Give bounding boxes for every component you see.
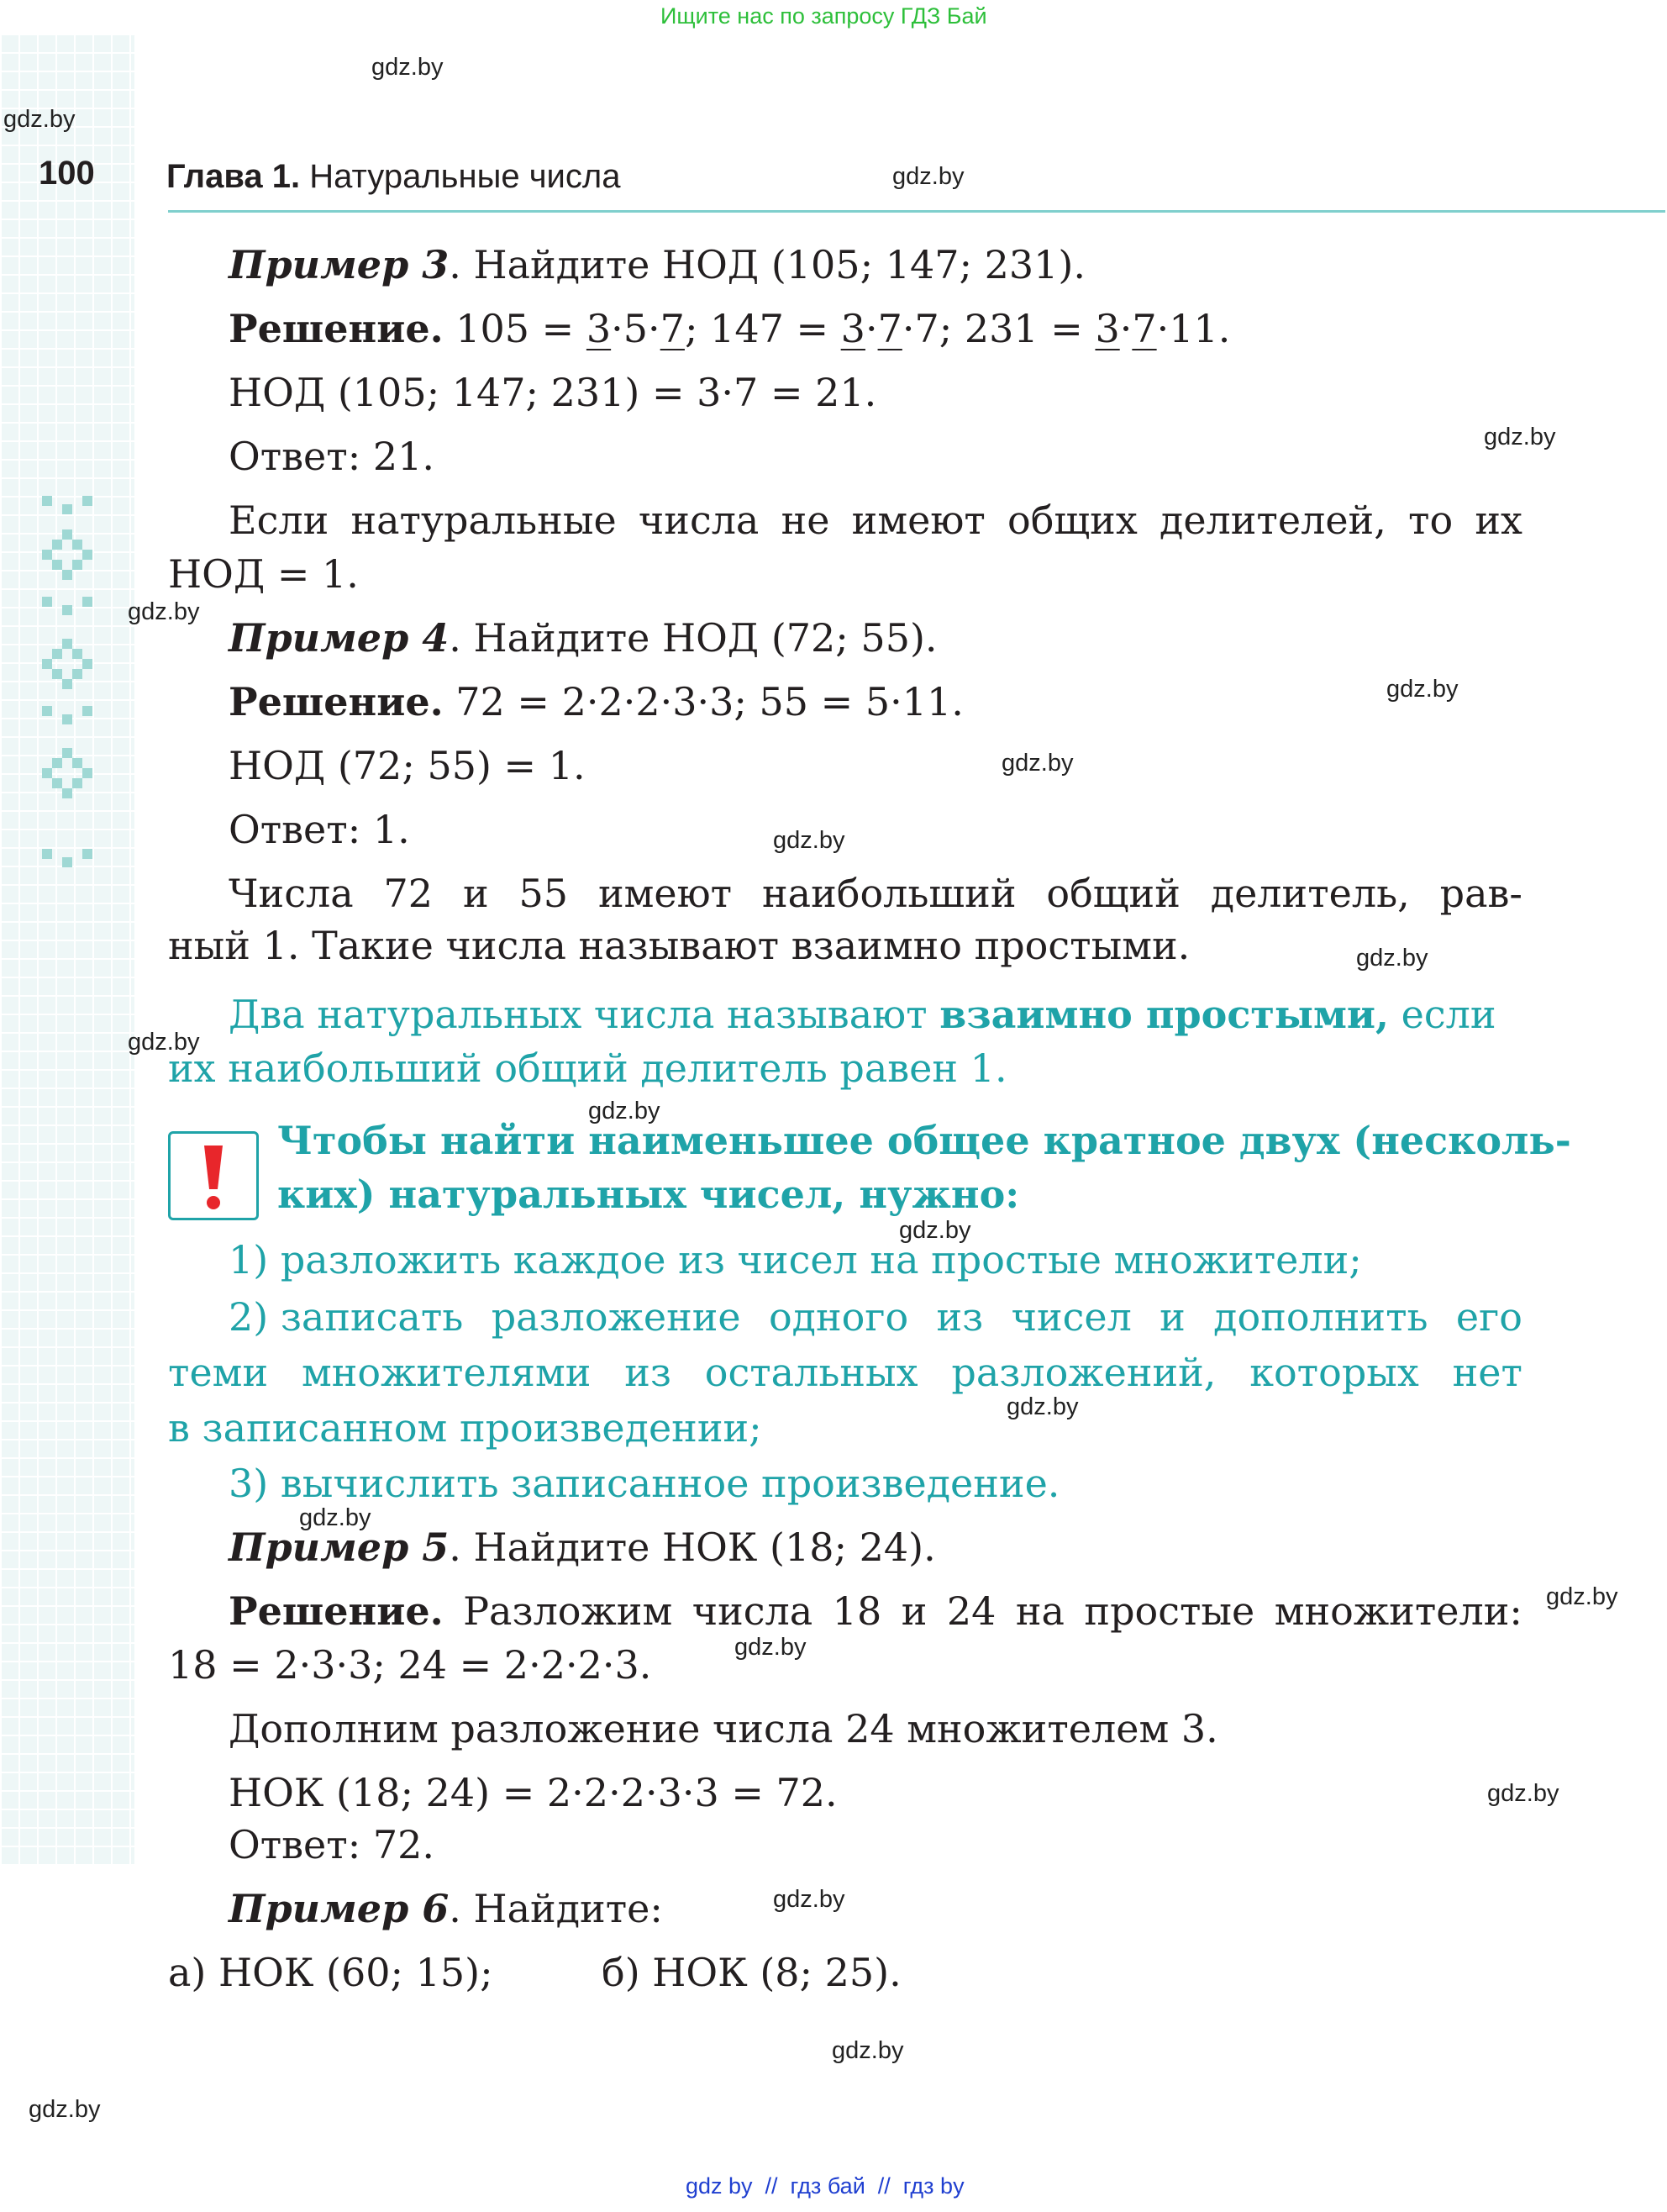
solution-part: ·7; 231 = [902,306,1096,351]
example-label: Пример 6 [229,1886,450,1931]
underlined-factor: 7 [660,306,685,351]
example-3-answer: Ответ: 21. [229,434,435,479]
word: Числа [229,871,354,916]
watermark: gdz.by [1546,1583,1618,1610]
watermark: gdz.by [588,1098,660,1124]
solution-part: ·11. [1156,306,1231,351]
example-5-solution-line-2: 18 = 2·3·3; 24 = 2·2·2·3. [168,1642,652,1688]
word: 2) записать [229,1294,464,1340]
word: одного [768,1294,909,1340]
example-4-heading [229,615,938,661]
word: дополнить [1213,1294,1428,1340]
word: 72 [383,871,434,916]
word: натуральные [350,498,617,543]
watermark: gdz.by [1002,750,1074,777]
example-3-solution [229,306,1230,351]
solution-part: ; 147 = [684,306,841,351]
definition-term: взаимно простыми, [939,992,1390,1037]
example-4-gcd: НОД (72; 55) = 1. [229,743,586,788]
word: общий [1046,871,1181,916]
word: чисел [1011,1294,1132,1340]
example-label: Пример 4 [229,615,450,661]
rule-heading-line-2: ких) натуральных чисел, нужно: [277,1172,1020,1217]
watermark: gdz.by [29,2096,101,2123]
word: 18 [832,1588,882,1634]
definition-line-1 [229,992,1496,1037]
watermark: gdz.by [773,827,845,854]
word: то [1408,498,1454,543]
header-rule [168,210,1665,213]
word: наибольший [762,871,1017,916]
word: и [901,1588,928,1634]
rule-step-2-line-1 [229,1294,1522,1340]
watermark: gdz.by [892,163,965,190]
example-5-heading [229,1525,936,1570]
word: из [624,1350,671,1395]
footer-links[interactable]: gdz by // гдз бай // гдз by [686,2173,965,2199]
word: рав- [1439,871,1522,916]
example-label: Пример 3 [229,242,450,287]
watermark: gdz.by [1484,424,1556,450]
example-label: Пример 5 [229,1525,450,1570]
margin-pattern [0,34,134,1866]
example-3-gcd: НОД (105; 147; 231) = 3·7 = 21. [229,370,877,415]
word: Если [229,498,329,543]
chapter-heading [166,158,620,196]
rule-heading-line-1: Чтобы найти наименьшее общее кратное двух (несколь- [277,1118,1571,1163]
underlined-factor: 7 [877,306,902,351]
example-5-answer: Ответ: 72. [229,1822,435,1867]
word: разложений, [951,1350,1217,1395]
rule-step-1: 1) разложить каждое из чисел на простые множители; [229,1237,1362,1282]
definition-part: Два натуральных числа называют [229,992,940,1037]
example-6-part-b: б) НОК (8; 25). [602,1950,902,1995]
word: множителями [301,1350,592,1395]
underlined-factor: 3 [1095,306,1120,351]
watermark: gdz.by [371,54,444,81]
word: нет [1452,1350,1522,1395]
example-5-lcm: НОК (18; 24) = 2·2·2·3·3 = 72. [229,1770,838,1815]
watermark: gdz.by [832,2037,904,2064]
underlined-factor: 7 [1132,306,1157,351]
word: и [1160,1294,1186,1340]
watermark: gdz.by [1356,945,1428,972]
chapter-label: Глава 1. [166,158,301,195]
word: и [462,871,489,916]
exclamation-icon [171,1134,256,1218]
watermark: gdz.by [1487,1780,1559,1807]
coprime-note-line-1 [229,498,1522,543]
word: на [1015,1588,1065,1634]
word: не [781,498,830,543]
underlined-factor: 3 [840,306,865,351]
solution-label: Решение. [229,679,444,724]
word: числа [692,1588,813,1634]
word: общих [1007,498,1138,543]
coprime-note-line-2: НОД = 1. [168,551,359,597]
word: Разложим [463,1588,673,1634]
ornament-icon [42,496,109,916]
example-6-part-a: а) НОК (60; 15); [168,1950,493,1995]
example-4-answer: Ответ: 1. [229,807,410,852]
watermark: gdz.by [773,1886,845,1913]
solution-label: Решение. [229,306,444,351]
example-task: . Найдите НОД (105; 147; 231). [449,242,1086,287]
example-5-solution-line-1 [229,1588,1522,1634]
solution-part: 105 = [443,306,586,351]
word: 24 [946,1588,997,1634]
coprime-text-line-1 [229,871,1522,916]
watermark: gdz.by [299,1504,371,1531]
watermark: gdz.by [3,106,76,133]
watermark: gdz.by [1007,1393,1079,1420]
solution-part: · [1119,306,1133,351]
word: из [936,1294,984,1340]
alert-box [168,1131,259,1220]
definition-line-2: их наибольший общий делитель равен 1. [168,1045,1007,1091]
word: множители: [1274,1588,1522,1634]
word: простые [1084,1588,1255,1634]
solution-text: 72 = 2·2·2·3·3; 55 = 5·11. [443,679,964,724]
watermark: gdz.by [128,598,200,625]
word: имеют [597,871,733,916]
rule-step-2-line-3: в записанном произведении; [168,1405,762,1451]
word: остальных [704,1350,918,1395]
definition-part: если [1389,992,1496,1037]
example-3-heading [229,242,1086,287]
word: его [1455,1294,1522,1340]
example-task: . Найдите: [449,1886,663,1931]
word: имеют [851,498,986,543]
word: теми [168,1350,269,1395]
example-5-complete: Дополним разложение числа 24 множителем 3. [229,1706,1218,1751]
word: их [1475,498,1522,543]
rule-step-3: 3) вычислить записанное произведение. [229,1461,1060,1506]
coprime-text-line-2: ный 1. Такие числа называют взаимно простыми. [168,923,1191,968]
word: разложение [491,1294,741,1340]
solution-label: Решение. [229,1588,444,1634]
solution-part: ·5· [611,306,660,351]
chapter-title: Натуральные числа [309,158,621,195]
word: делитель, [1210,871,1410,916]
example-4-solution [229,679,964,724]
watermark: gdz.by [128,1029,200,1056]
word: делителей, [1160,498,1386,543]
example-task: . Найдите НОК (18; 24). [449,1525,936,1570]
word: которых [1249,1350,1419,1395]
watermark: gdz.by [899,1217,971,1244]
solution-part: · [865,306,878,351]
search-banner[interactable]: Ищите нас по запросу ГДЗ Бай [660,3,987,29]
example-6-heading [229,1886,663,1931]
watermark: gdz.by [734,1634,807,1661]
rule-step-2-line-2 [168,1350,1522,1395]
page-number: 100 [39,155,95,192]
word: 55 [518,871,569,916]
example-task: . Найдите НОД (72; 55). [449,615,938,661]
watermark: gdz.by [1386,676,1459,703]
underlined-factor: 3 [586,306,612,351]
word: числа [638,498,760,543]
